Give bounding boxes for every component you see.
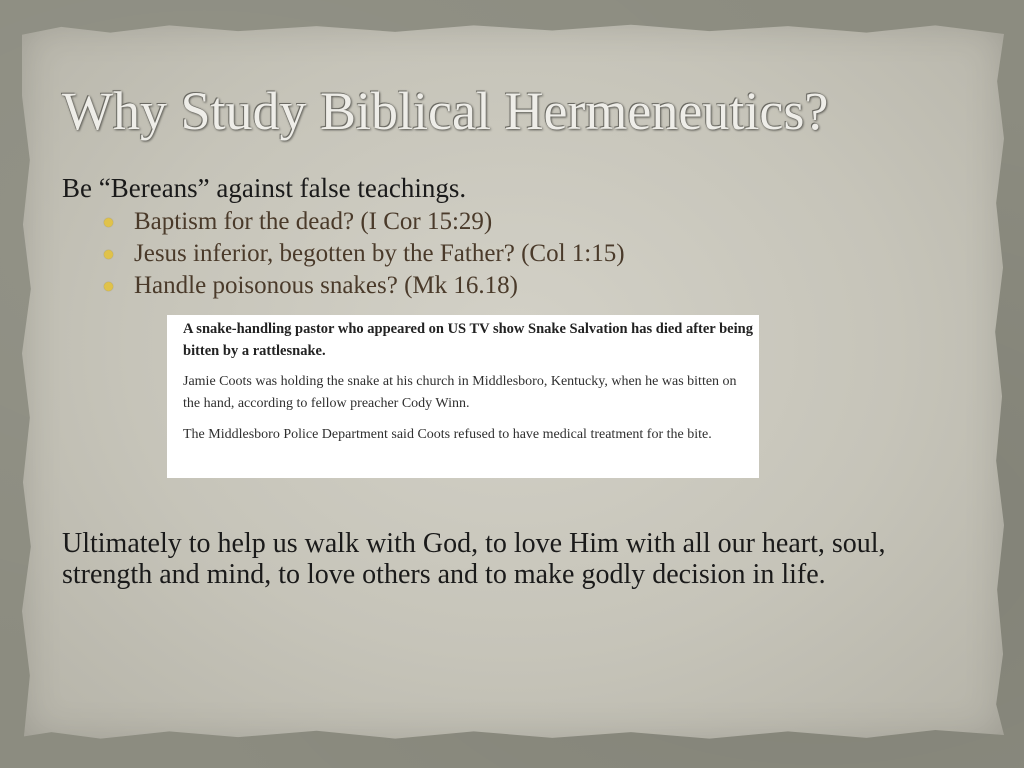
news-headline: A snake-handling pastor who appeared on US TV show Snake Salvation has died after being bitten by a rattlesnake. xyxy=(183,321,753,359)
bullet-item-baptism xyxy=(102,206,625,238)
bullet-text: Jesus inferior, begotten by the Father? (Col 1:15) xyxy=(134,240,625,267)
bullet-item-jesus xyxy=(102,238,625,270)
bullet-text: Handle poisonous snakes? (Mk 16.18) xyxy=(134,272,518,299)
news-excerpt-image xyxy=(167,315,759,478)
slide-title: Why Study Biblical Hermeneutics? xyxy=(62,81,829,141)
bullet-item-snakes xyxy=(102,270,625,302)
news-paragraph: The Middlesboro Police Department said Coots refused to have medical treatment for the bite. xyxy=(183,427,712,442)
news-paragraph: Jamie Coots was holding the snake at his church in Middlesboro, Kentucky, when he was bitten on the hand, according to fellow preacher Cody Winn. xyxy=(183,374,737,411)
conclusion-text: Ultimately to help us walk with God, to love Him with all our heart, soul, strength and mind, to love others and to make godly decision in life. xyxy=(62,528,886,590)
bullet-text: Baptism for the dead? (I Cor 15:29) xyxy=(134,208,493,235)
main-point-text: Be “Bereans” against false teachings. xyxy=(62,173,467,203)
bullet-marker-icon xyxy=(104,218,113,227)
bullet-marker-icon xyxy=(104,250,113,259)
bullet-marker-icon xyxy=(104,282,113,291)
bullet-list xyxy=(102,206,625,302)
